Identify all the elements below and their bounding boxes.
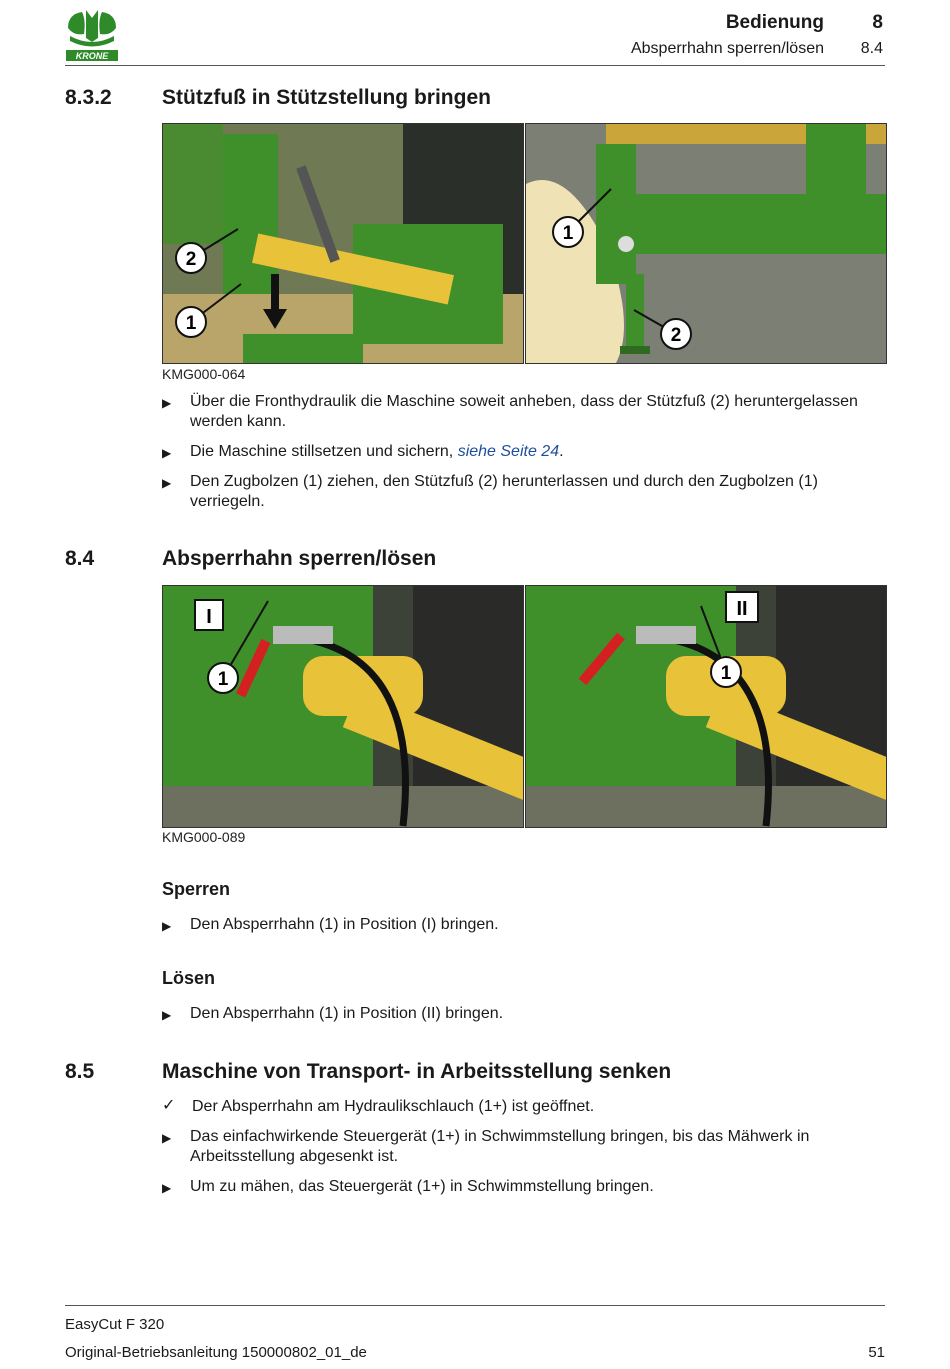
support-foot-photo-right xyxy=(525,123,887,364)
instruction-step: ▶ Den Absperrhahn (1) in Position (I) bringen. xyxy=(162,915,862,935)
section-title: Stützfuß in Stützstellung bringen xyxy=(162,86,491,109)
position-label-box xyxy=(726,592,758,622)
krone-logo xyxy=(64,8,120,62)
subheading-release: Lösen xyxy=(162,968,216,988)
section-title: Maschine von Transport- in Arbeitsstellung senken xyxy=(162,1060,672,1083)
header-section-title: Absperrhahn sperren/lösen xyxy=(630,40,824,57)
callout-marker xyxy=(661,319,691,349)
triangle-right-icon: ▶ xyxy=(162,476,172,490)
svg-text:1: 1 xyxy=(185,313,197,334)
instruction-step: ▶ Das einfachwirkende Steuergerät (1+) in Schwimmstellung bringen, bis das Mähwerk in Arbeitsstellung abgesenkt ist. xyxy=(162,1128,810,1165)
svg-text:I: I xyxy=(206,606,212,628)
instruction-step: ▶ Die Maschine stillsetzen und sichern, siehe Seite 24. xyxy=(162,442,862,462)
footer-document-id: Original-Betriebsanleitung 150000802_01_de xyxy=(65,1344,367,1361)
callout-marker xyxy=(711,657,741,687)
instruction-step: ▶ Um zu mähen, das Steuergerät (1+) in Schwimmstellung bringen. xyxy=(162,1177,862,1197)
triangle-right-icon: ▶ xyxy=(162,446,172,460)
header-chapter-title: Bedienung xyxy=(725,12,824,33)
header-divider xyxy=(65,65,885,66)
triangle-right-icon: ▶ xyxy=(162,1181,172,1195)
instruction-step: ▶ Den Zugbolzen (1) ziehen, den Stützfuß (2) herunterlassen und durch den Zugbolzen (1) verriegeln. xyxy=(162,473,818,510)
header-section-number: 8.4 xyxy=(860,40,883,57)
instruction-step: ▶ Über die Fronthydraulik die Maschine soweit anheben, dass der Stützfuß (2) heruntergelassen werden kann. xyxy=(162,393,858,430)
instruction-step: ▶ Den Absperrhahn (1) in Position (II) bringen. xyxy=(162,1004,862,1024)
section-number: 8.3.2 xyxy=(65,86,112,109)
callout-marker xyxy=(553,217,583,247)
svg-text:1: 1 xyxy=(720,663,732,684)
support-foot-photo-left xyxy=(162,123,524,364)
section-number: 8.4 xyxy=(65,547,95,570)
shutoff-valve-photo-left xyxy=(162,585,524,828)
svg-text:2: 2 xyxy=(185,249,197,270)
checkmark-icon: ✓ xyxy=(162,1097,176,1114)
svg-text:1: 1 xyxy=(217,669,229,690)
svg-text:II: II xyxy=(736,598,748,620)
header-chapter-number: 8 xyxy=(872,12,883,33)
callout-marker xyxy=(176,243,206,273)
precondition-item: ✓ Der Absperrhahn am Hydraulikschlauch (1+) ist geöffnet. xyxy=(162,1097,595,1115)
footer-model: EasyCut F 320 xyxy=(65,1316,165,1333)
figure-caption: KMG000-064 xyxy=(162,366,246,382)
footer-divider xyxy=(65,1305,885,1306)
triangle-right-icon: ▶ xyxy=(162,396,172,410)
callout-marker xyxy=(176,307,206,337)
triangle-right-icon: ▶ xyxy=(162,919,172,933)
section-title: Absperrhahn sperren/lösen xyxy=(162,547,437,570)
position-label-box xyxy=(195,600,223,630)
subheading-lock: Sperren xyxy=(162,879,231,899)
figure-caption: KMG000-089 xyxy=(162,829,246,845)
page-number: 51 xyxy=(868,1344,885,1361)
svg-text:2: 2 xyxy=(670,325,682,346)
shutoff-valve-photo-right xyxy=(525,585,887,828)
svg-text:1: 1 xyxy=(562,223,574,244)
triangle-right-icon: ▶ xyxy=(162,1131,172,1145)
page-reference-link[interactable]: siehe Seite 24 xyxy=(457,443,560,460)
section-number: 8.5 xyxy=(65,1060,95,1083)
triangle-right-icon: ▶ xyxy=(162,1008,172,1022)
callout-marker xyxy=(208,663,238,693)
logo-text: KRONE xyxy=(75,51,109,61)
